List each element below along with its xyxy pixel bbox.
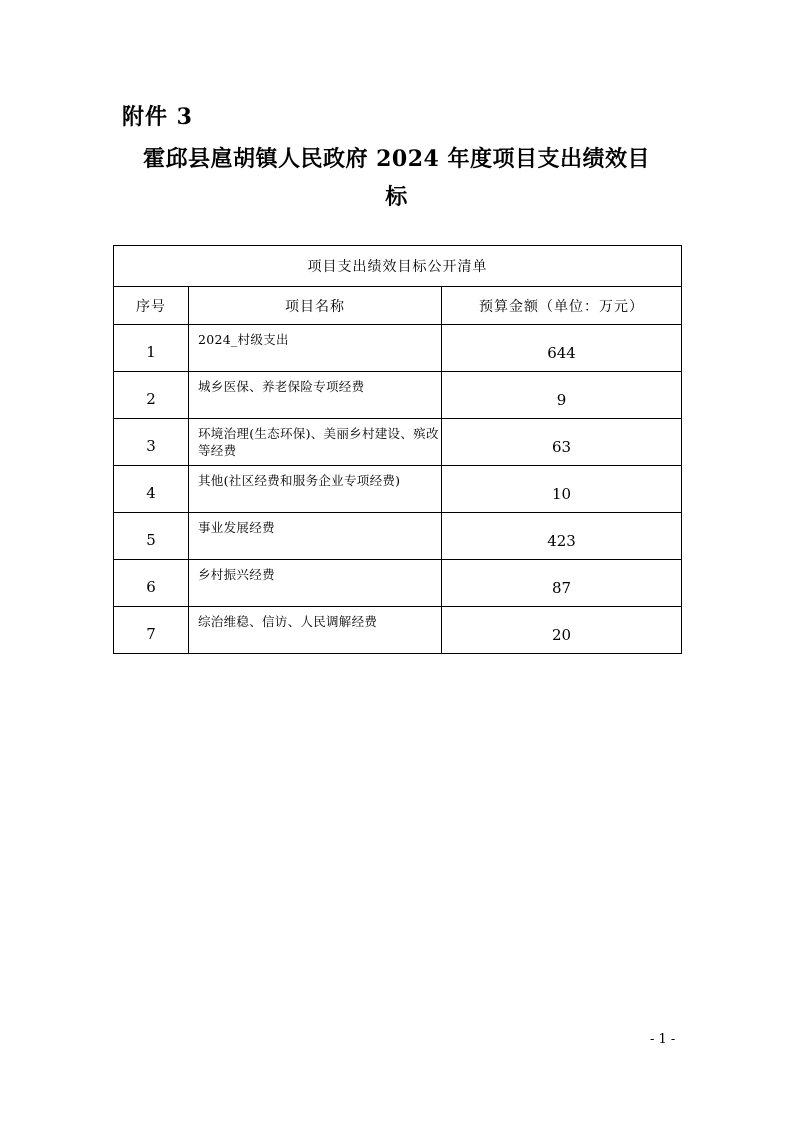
column-header-project-name: 项目名称 (189, 287, 442, 325)
performance-target-table (113, 245, 682, 654)
table-row (114, 372, 682, 419)
row-number: 4 (114, 466, 189, 513)
table-header-row (114, 287, 682, 325)
row-project-name: 乡村振兴经费 (189, 560, 442, 607)
table-caption: 项目支出绩效目标公开清单 (114, 246, 682, 287)
page-title (120, 140, 673, 216)
row-budget-amount: 9 (442, 372, 682, 419)
row-project-name: 城乡医保、养老保险专项经费 (189, 372, 442, 419)
row-project-name: 2024_村级支出 (189, 325, 442, 372)
column-header-number: 序号 (114, 287, 189, 325)
row-budget-amount: 10 (442, 466, 682, 513)
row-budget-amount: 63 (442, 419, 682, 466)
row-budget-amount: 423 (442, 513, 682, 560)
row-number: 5 (114, 513, 189, 560)
table-row (114, 325, 682, 372)
row-project-name: 环境治理(生态环保)、美丽乡村建设、殡改等经费 (189, 419, 442, 466)
row-number: 2 (114, 372, 189, 419)
table-row (114, 607, 682, 654)
row-budget-amount: 20 (442, 607, 682, 654)
row-project-name: 事业发展经费 (189, 513, 442, 560)
row-budget-amount: 87 (442, 560, 682, 607)
table-row (114, 560, 682, 607)
column-header-budget-amount: 预算金额（单位：万元） (442, 287, 682, 325)
page-title-line-1: 霍邱县扈胡镇人民政府 2024 年度项目支出绩效目 (142, 146, 651, 172)
page-title-line-2: 标 (385, 184, 408, 210)
row-project-name: 综治维稳、信访、人民调解经费 (189, 607, 442, 654)
row-number: 1 (114, 325, 189, 372)
row-number: 6 (114, 560, 189, 607)
page-number: - 1 - (650, 1032, 676, 1047)
attachment-label: 附件 3 (122, 104, 193, 130)
table-row (114, 466, 682, 513)
row-project-name: 其他(社区经费和服务企业专项经费) (189, 466, 442, 513)
table-row (114, 419, 682, 466)
row-number: 3 (114, 419, 189, 466)
row-budget-amount: 644 (442, 325, 682, 372)
row-number: 7 (114, 607, 189, 654)
table-row (114, 513, 682, 560)
